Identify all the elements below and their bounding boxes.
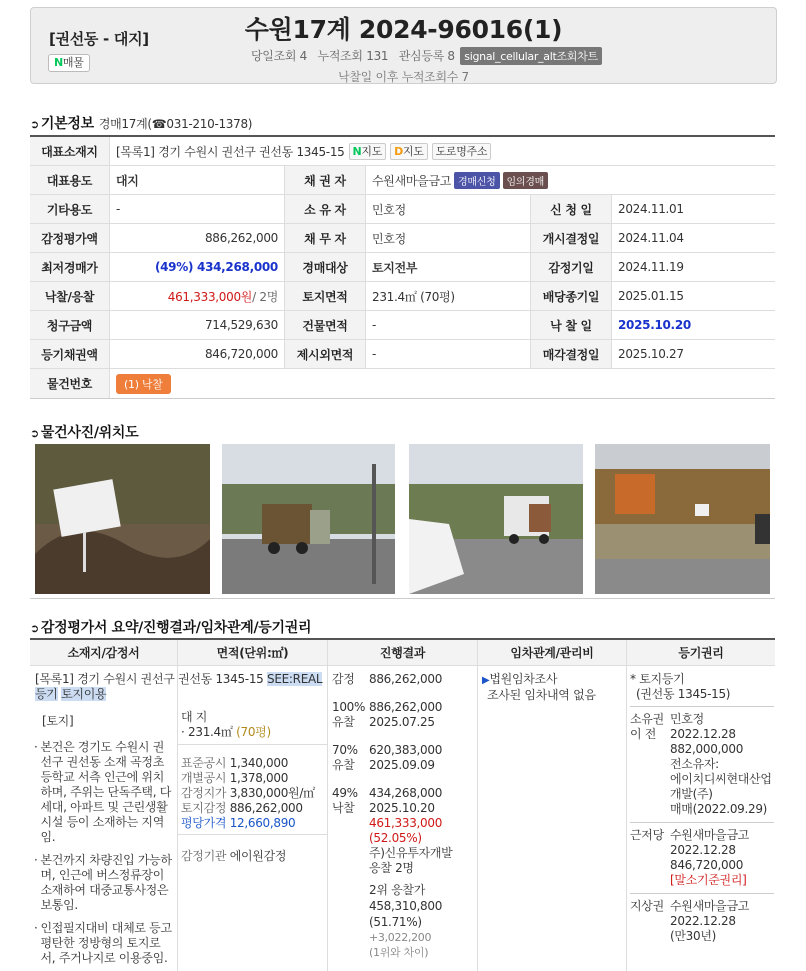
sold-date: 2025.10.20 — [618, 318, 691, 332]
case-header — [30, 7, 777, 84]
item-sold-button[interactable]: (1) 낙찰 — [116, 374, 171, 394]
circle-arrow-icon: ➲ — [30, 118, 39, 131]
progress-list: 감정 886,262,000 100% 886,262,000 유찰 2025.07.25 70% 620,383,000 유찰 2025.09.09 49% 434,268,000 낙찰 2025.10.20 461,333,000 (52.05%) 주)신유투자개발 응찰 2명 2위 응찰가 458,310,800 (51.71%) +3,022,200 (1위와 차이) — [332, 672, 453, 959]
basic-info-table: 대표소재지 [목록1] 경기 수원시 권선구 권선동 1345-15 N지도 D지도 도로명주소 대표용도 대지 채 권 자 수원새마을금고 경매신청 임의경매 기타용도 - 소 유 자 민호정 신 청 일 2024.11.01 감정평가액 886,262,000 채 무 자 민호정 개시결정일 2024.11.04 최저경매가 (49%) 434,268,000 경매대상 토지전부 감정기일 2024.11.19 낙찰/응찰 461,333,000원 / 2명 토지면적 231.4㎡ (70평) 배당종기일 2025.01.15 청구금액 714,529,630 건물면적 - 낙 찰 일 2025.10.20 등기채권액 846,720,000 제시외면적 - 매각결정일 2025.10.27 물건번호 (1) 낙찰 — [30, 135, 775, 399]
tenant-block: ▶법원임차조사 조사된 임차내역 없음 — [482, 672, 596, 702]
basic-info-heading: ➲ 기본정보 경매17계(☎031-210-1378) — [30, 116, 253, 132]
summary-heading: ➲ 감정평가서 요약/진행결과/임차관계/등기권리 — [30, 620, 312, 636]
daum-map-button[interactable]: D지도 — [390, 143, 428, 160]
circle-arrow-icon: ➲ — [30, 622, 39, 635]
auction-apply-tag: 경매신청 — [454, 172, 499, 189]
col-location: 소재지/감정서 — [30, 640, 178, 971]
photo-1[interactable] — [35, 444, 210, 594]
case-title: 수원17계 2024-96016(1) — [244, 15, 563, 44]
voluntary-auction-tag: 임의경매 — [503, 172, 548, 189]
photos-heading: ➲ 물건사진/위치도 — [30, 425, 139, 441]
bid-cell: 461,333,000원 / 2명 — [167, 289, 278, 304]
area-block: 대 지 · 231.4㎡ (70평) — [178, 710, 328, 745]
photo-4[interactable] — [595, 444, 770, 594]
road-address-button[interactable]: 도로명주소 — [432, 143, 492, 160]
col-tenant: 임차관계/관리비 — [478, 640, 627, 971]
category-label: [권선동 - 대지] — [49, 30, 149, 48]
addr-cell — [110, 137, 775, 165]
appraiser: 감정기관 에이원감정 — [178, 834, 328, 864]
naver-map-button[interactable]: N지도 — [349, 143, 387, 160]
appraisal-notes: · 본건은 경기도 수원시 권선구 권선동 소재 곡정초등학교 서측 인근에 위치하며, 주위는 단독주택, 다세대, 아파트 및 근린생활시설 등이 소재하는 지역임. · 본건까지 차량진입 가능하며, 인근에 버스정류장이 소재하여 대중교통사정은 보통임. · 인접필지대비 대체로 등고평탄한 정방형의 토지로서, 주거나지로 이용중임. — [34, 740, 172, 965]
summary-address: [목록1] 경기 수원시 권선구 권선동 1345-15 SEE:REAL 등기 토지이용 — [35, 672, 323, 701]
interest-count: 관심등록 8 — [398, 49, 455, 63]
registry-block: * 토지등기 (권선동 1345-15) 소유권 이 전 민호정 2022.12.28 882,000,000 전소유자: 에이치디씨현대산업 개발(주) 매매(2022.09.29) 근저당 수원새마을금고 2022.12.28 846,720,000 [말소기준권리] 지상권 수원새마을금고 2022.12.28 (만30년) — [630, 672, 774, 944]
total-views: 누적조회 131 — [317, 49, 389, 63]
photo-strip — [30, 444, 775, 599]
col-area: 면적(단위:㎡) — [178, 640, 328, 971]
after-sale-views: 낙찰일 이후 누적조회수 7 — [338, 70, 469, 84]
naver-n-icon: N — [54, 56, 63, 69]
col-progress: 진행결과 — [328, 640, 478, 971]
court-contact: 경매17계(☎031-210-1378) — [98, 117, 253, 131]
land-tag: [토지] — [42, 714, 74, 728]
naver-listing-badge[interactable]: N매물 — [48, 54, 90, 72]
photo-3[interactable] — [409, 444, 583, 594]
land-use-link[interactable]: 토지이용 — [61, 687, 107, 701]
addr-value: [목록1] 경기 수원시 권선구 권선동 1345-15 — [116, 144, 345, 159]
triangle-right-icon: ▶ — [482, 675, 490, 686]
view-stats — [251, 47, 609, 65]
view-chart-button[interactable]: signal_cellular_alt조회차트 — [460, 47, 601, 65]
see-real-link[interactable]: SEE:REAL — [267, 672, 323, 686]
col-registry: 등기권리 — [627, 640, 775, 971]
use-value: 대지 — [116, 173, 139, 188]
photo-2[interactable] — [222, 444, 395, 594]
creditor-cell: 수원새마을금고 경매신청 임의경매 — [366, 166, 775, 194]
circle-arrow-icon: ➲ — [30, 427, 39, 440]
summary-table — [30, 638, 775, 971]
min-price: (49%) 434,268,000 — [154, 260, 278, 274]
registry-link[interactable]: 등기 — [35, 687, 58, 701]
price-list: 표준공시 1,340,000 개별공시 1,378,000 감정지가 3,830,000원/㎡ 토지감정 886,262,000 평당가격 12,660,890 — [181, 756, 315, 830]
addr-label: 대표소재지 — [30, 137, 110, 165]
today-views: 당일조회 4 — [251, 49, 308, 63]
